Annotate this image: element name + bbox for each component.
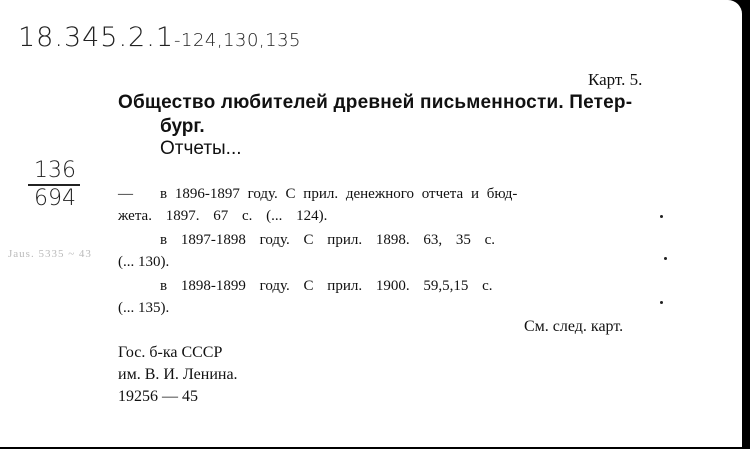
- speck: [664, 257, 667, 260]
- call-number-bottom: 694: [34, 186, 76, 211]
- entry-3-line-1: в 1898-1899 году. С прил. 1900. 59,5,15 с.: [160, 278, 493, 294]
- entry-1-line-1: в 1896-1897 году. С прил. денежного отчета и бюд-: [160, 186, 518, 202]
- library-line-1: Гос. б-ка СССР: [118, 344, 223, 361]
- library-line-3: 19256 — 45: [118, 388, 198, 405]
- entry-dash: —: [118, 186, 133, 202]
- title-line-2: бург.: [160, 116, 205, 137]
- speck: [660, 215, 663, 218]
- speck: [660, 301, 663, 304]
- entry-2-line-1: в 1897-1898 году. С прил. 1898. 63, 35 с.: [160, 232, 496, 248]
- entry-2-line-2: (... 130).: [118, 254, 170, 270]
- entry-3-line-2: (... 135).: [118, 300, 170, 316]
- call-number-top: 136: [34, 158, 76, 183]
- subtitle: Отчеты...: [160, 138, 242, 159]
- faint-stamp: Jaus. 5335 ~ 43: [8, 248, 92, 260]
- see-next-card: См. след. карт.: [524, 318, 624, 335]
- entry-1-line-2: жета. 1897. 67 с. (... 124).: [118, 208, 328, 224]
- shelfmark-suffix: -124,130,135: [174, 30, 302, 51]
- title-line-1: Общество любителей древней письменности. Петер-: [118, 92, 633, 113]
- shelfmark-main: 18.345.2.1: [18, 22, 174, 53]
- library-line-2: им. В. И. Ленина.: [118, 366, 238, 383]
- card-number: Карт. 5.: [588, 70, 643, 89]
- shelfmark: [18, 22, 301, 53]
